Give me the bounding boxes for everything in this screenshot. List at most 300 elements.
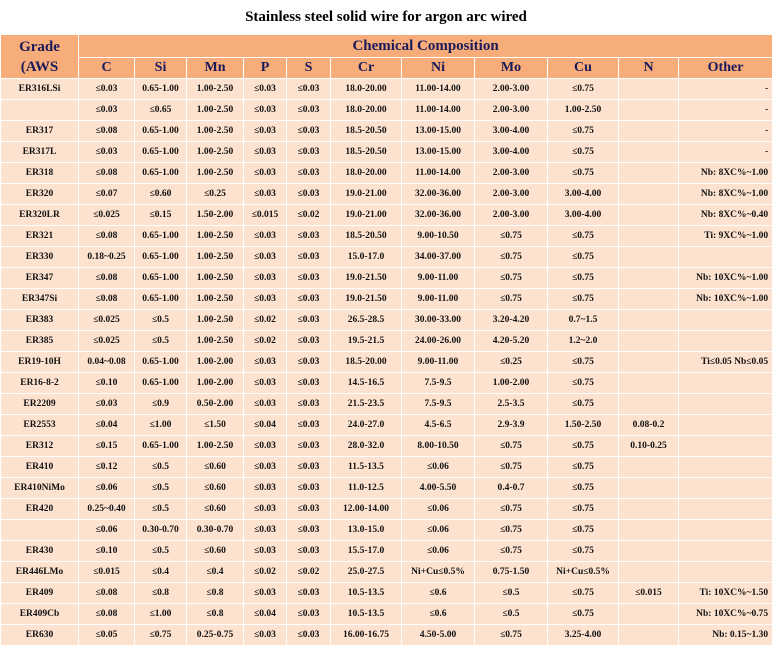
n-cell: ≤0.015 — [619, 583, 679, 604]
table-row — [1, 394, 772, 415]
p-cell: ≤0.02 — [244, 562, 287, 583]
element-header-si: Si — [135, 58, 187, 79]
cu-cell: 3.25-4.00 — [548, 625, 619, 646]
c-cell: ≤0.03 — [79, 394, 135, 415]
grade-cell — [1, 520, 79, 541]
mn-cell: 1.00-2.50 — [187, 163, 244, 184]
ni-cell: 32.00-36.00 — [402, 184, 475, 205]
mn-cell: ≤0.60 — [187, 541, 244, 562]
mn-cell: 1.00-2.50 — [187, 436, 244, 457]
p-cell: ≤0.03 — [244, 352, 287, 373]
p-cell: ≤0.03 — [244, 184, 287, 205]
cu-cell: ≤0.75 — [548, 499, 619, 520]
element-header-s: S — [287, 58, 331, 79]
s-cell: ≤0.03 — [287, 478, 331, 499]
c-cell: ≤0.08 — [79, 289, 135, 310]
mn-cell: ≤0.8 — [187, 583, 244, 604]
grade-cell: ER19-10H — [1, 352, 79, 373]
c-cell: ≤0.025 — [79, 331, 135, 352]
cr-cell: 11.0-12.5 — [331, 478, 402, 499]
p-cell: ≤0.02 — [244, 310, 287, 331]
ni-cell: 34.00-37.00 — [402, 247, 475, 268]
si-cell: ≤0.65 — [135, 100, 187, 121]
mo-cell: 4.20-5.20 — [475, 331, 548, 352]
mo-cell: 2.00-3.00 — [475, 163, 548, 184]
si-cell: 0.65-1.00 — [135, 373, 187, 394]
mn-cell: 0.25-0.75 — [187, 625, 244, 646]
s-cell: ≤0.03 — [287, 583, 331, 604]
c-cell: ≤0.06 — [79, 478, 135, 499]
p-cell: ≤0.02 — [244, 331, 287, 352]
cr-cell: 14.5-16.5 — [331, 373, 402, 394]
ni-cell: ≤0.6 — [402, 604, 475, 625]
c-cell: ≤0.05 — [79, 625, 135, 646]
cr-cell: 19.0-21.50 — [331, 268, 402, 289]
cr-cell: 19.0-21.00 — [331, 205, 402, 226]
si-cell: ≤0.5 — [135, 331, 187, 352]
c-cell: ≤0.08 — [79, 268, 135, 289]
p-cell: ≤0.03 — [244, 100, 287, 121]
mn-cell: ≤1.50 — [187, 415, 244, 436]
cr-cell: 13.0-15.0 — [331, 520, 402, 541]
mn-cell: ≤0.8 — [187, 604, 244, 625]
table-row — [1, 205, 772, 226]
ni-cell: ≤0.06 — [402, 520, 475, 541]
other-cell: Ti: 9XC%~1.00 — [679, 226, 772, 247]
grade-cell: ER385 — [1, 331, 79, 352]
ni-cell: 9.00-10.50 — [402, 226, 475, 247]
table-row — [1, 184, 772, 205]
p-cell: ≤0.03 — [244, 625, 287, 646]
n-cell: 0.10-0.25 — [619, 436, 679, 457]
c-cell: ≤0.08 — [79, 583, 135, 604]
mo-cell: ≤0.75 — [475, 625, 548, 646]
s-cell: ≤0.03 — [287, 163, 331, 184]
si-cell: 0.65-1.00 — [135, 289, 187, 310]
ni-cell: 4.50-5.00 — [402, 625, 475, 646]
element-header-c: C — [79, 58, 135, 79]
mo-cell: ≤0.75 — [475, 541, 548, 562]
mn-cell: 1.50-2.00 — [187, 205, 244, 226]
grade-cell: ER430 — [1, 541, 79, 562]
si-cell: ≤0.5 — [135, 499, 187, 520]
n-cell — [619, 352, 679, 373]
grade-cell: ER316LSi — [1, 79, 79, 100]
n-cell — [619, 394, 679, 415]
c-cell: ≤0.08 — [79, 163, 135, 184]
si-cell: 0.30-0.70 — [135, 520, 187, 541]
ni-cell: 8.00-10.50 — [402, 436, 475, 457]
p-cell: ≤0.03 — [244, 121, 287, 142]
grade-cell: ER330 — [1, 247, 79, 268]
other-cell — [679, 436, 772, 457]
c-cell: ≤0.025 — [79, 310, 135, 331]
p-cell: ≤0.03 — [244, 478, 287, 499]
s-cell: ≤0.03 — [287, 436, 331, 457]
mn-cell: 1.00-2.50 — [187, 331, 244, 352]
mo-cell: ≤0.75 — [475, 520, 548, 541]
s-cell: ≤0.03 — [287, 604, 331, 625]
s-cell: ≤0.03 — [287, 142, 331, 163]
n-cell — [619, 289, 679, 310]
table-row — [1, 226, 772, 247]
s-cell: ≤0.03 — [287, 121, 331, 142]
grade-cell: ER2553 — [1, 415, 79, 436]
s-cell: ≤0.03 — [287, 247, 331, 268]
n-cell — [619, 268, 679, 289]
mo-cell: ≤0.75 — [475, 268, 548, 289]
c-cell: ≤0.10 — [79, 541, 135, 562]
mn-cell: 1.00-2.00 — [187, 373, 244, 394]
si-cell: 0.65-1.00 — [135, 436, 187, 457]
ni-cell: 4.00-5.50 — [402, 478, 475, 499]
p-cell: ≤0.03 — [244, 541, 287, 562]
table-row — [1, 247, 772, 268]
mo-cell: ≤0.5 — [475, 604, 548, 625]
c-cell: ≤0.06 — [79, 520, 135, 541]
c-cell: ≤0.03 — [79, 142, 135, 163]
element-header-mn: Mn — [187, 58, 244, 79]
n-cell — [619, 541, 679, 562]
n-cell — [619, 604, 679, 625]
table-header — [1, 35, 772, 79]
cr-cell: 18.0-20.00 — [331, 79, 402, 100]
table-row — [1, 562, 772, 583]
grade-cell: ER320 — [1, 184, 79, 205]
other-cell: - — [679, 79, 772, 100]
composition-table — [0, 34, 772, 646]
table-row — [1, 520, 772, 541]
si-cell: 0.65-1.00 — [135, 121, 187, 142]
other-cell: Nb: 8XC%~1.00 — [679, 184, 772, 205]
si-cell: ≤0.8 — [135, 583, 187, 604]
table-row — [1, 436, 772, 457]
other-cell — [679, 520, 772, 541]
ni-cell: 30.00-33.00 — [402, 310, 475, 331]
element-header-other: Other — [679, 58, 772, 79]
n-cell — [619, 499, 679, 520]
ni-cell: ≤0.6 — [402, 583, 475, 604]
ni-cell: 9.00-11.00 — [402, 289, 475, 310]
n-cell — [619, 310, 679, 331]
grade-cell: ER320LR — [1, 205, 79, 226]
ni-cell: 11.00-14.00 — [402, 163, 475, 184]
mn-cell: 0.30-0.70 — [187, 520, 244, 541]
grade-cell: ER446LMo — [1, 562, 79, 583]
si-cell: 0.65-1.00 — [135, 163, 187, 184]
ni-cell: 11.00-14.00 — [402, 100, 475, 121]
other-cell — [679, 415, 772, 436]
other-cell — [679, 373, 772, 394]
c-cell: ≤0.08 — [79, 604, 135, 625]
p-cell: ≤0.03 — [244, 373, 287, 394]
other-cell — [679, 247, 772, 268]
cr-cell: 28.0-32.0 — [331, 436, 402, 457]
grade-cell: ER317L — [1, 142, 79, 163]
s-cell: ≤0.03 — [287, 520, 331, 541]
other-cell: Nb: 8XC%~1.00 — [679, 163, 772, 184]
mo-cell: 3.00-4.00 — [475, 121, 548, 142]
si-cell: 0.65-1.00 — [135, 79, 187, 100]
n-cell — [619, 373, 679, 394]
table-row — [1, 373, 772, 394]
si-cell: 0.65-1.00 — [135, 226, 187, 247]
other-cell — [679, 478, 772, 499]
ni-cell: ≤0.06 — [402, 457, 475, 478]
cr-cell: 19.0-21.00 — [331, 184, 402, 205]
p-cell: ≤0.04 — [244, 604, 287, 625]
c-cell: 0.04~0.08 — [79, 352, 135, 373]
ni-cell: 13.00-15.00 — [402, 142, 475, 163]
mo-cell: ≤0.75 — [475, 499, 548, 520]
table-row — [1, 625, 772, 646]
other-cell — [679, 394, 772, 415]
ni-cell: ≤0.06 — [402, 499, 475, 520]
ni-cell: 7.5-9.5 — [402, 373, 475, 394]
p-cell: ≤0.03 — [244, 436, 287, 457]
n-cell — [619, 184, 679, 205]
si-cell: 0.65-1.00 — [135, 247, 187, 268]
n-cell — [619, 331, 679, 352]
cr-cell: 19.0-21.50 — [331, 289, 402, 310]
c-cell: ≤0.03 — [79, 79, 135, 100]
table-row — [1, 583, 772, 604]
other-cell: Nb: 10XC%~1.00 — [679, 268, 772, 289]
grade-cell: ER312 — [1, 436, 79, 457]
s-cell: ≤0.03 — [287, 100, 331, 121]
grade-cell: ER409Cb — [1, 604, 79, 625]
mn-cell: 1.00-2.50 — [187, 121, 244, 142]
grade-cell: ER2209 — [1, 394, 79, 415]
cu-cell: ≤0.75 — [548, 394, 619, 415]
ni-cell: 32.00-36.00 — [402, 205, 475, 226]
cu-cell: 1.2~2.0 — [548, 331, 619, 352]
grade-cell: ER347 — [1, 268, 79, 289]
cu-cell: ≤0.75 — [548, 373, 619, 394]
mn-cell: ≤0.60 — [187, 478, 244, 499]
other-cell: Nb: 8XC%~0.40 — [679, 205, 772, 226]
cu-cell: ≤0.75 — [548, 142, 619, 163]
n-cell — [619, 478, 679, 499]
element-header-cr: Cr — [331, 58, 402, 79]
si-cell: 0.65-1.00 — [135, 352, 187, 373]
p-cell: ≤0.03 — [244, 457, 287, 478]
cr-cell: 18.5-20.00 — [331, 352, 402, 373]
s-cell: ≤0.03 — [287, 625, 331, 646]
cr-cell: 10.5-13.5 — [331, 583, 402, 604]
other-cell: - — [679, 121, 772, 142]
mo-cell: 2.00-3.00 — [475, 100, 548, 121]
cu-cell: ≤0.75 — [548, 289, 619, 310]
mn-cell: 1.00-2.50 — [187, 289, 244, 310]
grade-cell: ER383 — [1, 310, 79, 331]
c-cell: ≤0.07 — [79, 184, 135, 205]
mo-cell: ≤0.25 — [475, 352, 548, 373]
ni-cell: 9.00-11.00 — [402, 268, 475, 289]
cu-cell: ≤0.75 — [548, 583, 619, 604]
si-cell: ≤0.75 — [135, 625, 187, 646]
n-cell — [619, 247, 679, 268]
s-cell: ≤0.03 — [287, 457, 331, 478]
table-row — [1, 331, 772, 352]
n-cell — [619, 142, 679, 163]
cu-cell: ≤0.75 — [548, 79, 619, 100]
c-cell: ≤0.03 — [79, 100, 135, 121]
c-cell: ≤0.015 — [79, 562, 135, 583]
table-row — [1, 289, 772, 310]
cu-cell: 0.7~1.5 — [548, 310, 619, 331]
grade-cell: ER420 — [1, 499, 79, 520]
mo-cell: 3.20-4.20 — [475, 310, 548, 331]
other-cell: Ti≤0.05 Nb≤0.05 — [679, 352, 772, 373]
cu-cell: ≤0.75 — [548, 226, 619, 247]
table-title: Stainless steel solid wire for argon arc wired — [0, 0, 772, 34]
c-cell: 0.25~0.40 — [79, 499, 135, 520]
cr-cell: 10.5-13.5 — [331, 604, 402, 625]
mn-cell: ≤0.25 — [187, 184, 244, 205]
c-cell: ≤0.025 — [79, 205, 135, 226]
n-cell — [619, 79, 679, 100]
mo-cell: ≤0.75 — [475, 457, 548, 478]
other-cell: Nb: 10XC%~0.75 — [679, 604, 772, 625]
element-header-cu: Cu — [548, 58, 619, 79]
mo-cell: ≤0.75 — [475, 226, 548, 247]
s-cell: ≤0.03 — [287, 352, 331, 373]
cr-cell: 18.5-20.50 — [331, 121, 402, 142]
mo-cell: 3.00-4.00 — [475, 142, 548, 163]
s-cell: ≤0.03 — [287, 289, 331, 310]
c-cell: 0.18~0.25 — [79, 247, 135, 268]
table-row — [1, 79, 772, 100]
mo-cell: 2.00-3.00 — [475, 184, 548, 205]
table-row — [1, 142, 772, 163]
ni-cell: Ni+Cu≤0.5% — [402, 562, 475, 583]
si-cell: ≤0.5 — [135, 310, 187, 331]
p-cell: ≤0.04 — [244, 415, 287, 436]
s-cell: ≤0.02 — [287, 562, 331, 583]
mn-cell: ≤0.60 — [187, 499, 244, 520]
p-cell: ≤0.015 — [244, 205, 287, 226]
s-cell: ≤0.03 — [287, 79, 331, 100]
cr-cell: 18.0-20.00 — [331, 163, 402, 184]
n-cell — [619, 205, 679, 226]
grade-cell: ER410 — [1, 457, 79, 478]
c-cell: ≤0.15 — [79, 436, 135, 457]
p-cell: ≤0.03 — [244, 247, 287, 268]
mo-cell: 0.75-1.50 — [475, 562, 548, 583]
grade-cell: ER317 — [1, 121, 79, 142]
mn-cell: 1.00-2.50 — [187, 100, 244, 121]
cr-cell: 18.5-20.50 — [331, 142, 402, 163]
grade-cell: ER630 — [1, 625, 79, 646]
table-row — [1, 310, 772, 331]
other-cell — [679, 541, 772, 562]
other-cell: Nb: 0.15~1.30 — [679, 625, 772, 646]
mn-cell: 1.00-2.50 — [187, 142, 244, 163]
cr-cell: 24.0-27.0 — [331, 415, 402, 436]
grade-cell: ER347Si — [1, 289, 79, 310]
cu-cell: 3.00-4.00 — [548, 184, 619, 205]
cu-cell: ≤0.75 — [548, 436, 619, 457]
si-cell: ≤0.5 — [135, 478, 187, 499]
cr-cell: 15.5-17.0 — [331, 541, 402, 562]
mn-cell: 1.00-2.50 — [187, 310, 244, 331]
table-row — [1, 541, 772, 562]
other-cell — [679, 310, 772, 331]
s-cell: ≤0.03 — [287, 541, 331, 562]
grade-header: Grade (AWS — [1, 35, 79, 79]
n-cell — [619, 520, 679, 541]
other-cell: Nb: 10XC%~1.00 — [679, 289, 772, 310]
n-cell — [619, 100, 679, 121]
p-cell: ≤0.03 — [244, 520, 287, 541]
other-cell — [679, 562, 772, 583]
grade-cell: ER409 — [1, 583, 79, 604]
s-cell: ≤0.03 — [287, 415, 331, 436]
cu-cell: ≤0.75 — [548, 163, 619, 184]
n-cell — [619, 562, 679, 583]
ni-cell: 7.5-9.5 — [402, 394, 475, 415]
mo-cell: 0.4-0.7 — [475, 478, 548, 499]
other-cell — [679, 331, 772, 352]
si-cell: ≤0.4 — [135, 562, 187, 583]
s-cell: ≤0.03 — [287, 499, 331, 520]
grade-cell: ER410NiMo — [1, 478, 79, 499]
c-cell: ≤0.08 — [79, 226, 135, 247]
cu-cell: Ni+Cu≤0.5% — [548, 562, 619, 583]
table-row — [1, 121, 772, 142]
mn-cell: 1.00-2.50 — [187, 226, 244, 247]
element-header-ni: Ni — [402, 58, 475, 79]
p-cell: ≤0.03 — [244, 142, 287, 163]
c-cell: ≤0.04 — [79, 415, 135, 436]
table-row — [1, 352, 772, 373]
table-row — [1, 415, 772, 436]
grade-cell — [1, 100, 79, 121]
mn-cell: ≤0.60 — [187, 457, 244, 478]
ni-cell: 4.5-6.5 — [402, 415, 475, 436]
table-row — [1, 499, 772, 520]
n-cell: 0.08-0.2 — [619, 415, 679, 436]
element-header-n: N — [619, 58, 679, 79]
ni-cell: 24.00-26.00 — [402, 331, 475, 352]
cu-cell: ≤0.75 — [548, 121, 619, 142]
c-cell: ≤0.12 — [79, 457, 135, 478]
mn-cell: 1.00-2.50 — [187, 247, 244, 268]
n-cell — [619, 625, 679, 646]
p-cell: ≤0.03 — [244, 289, 287, 310]
mn-cell: 1.00-2.50 — [187, 79, 244, 100]
cu-cell: 1.00-2.50 — [548, 100, 619, 121]
cu-cell: 1.50-2.50 — [548, 415, 619, 436]
ni-cell: ≤0.06 — [402, 541, 475, 562]
s-cell: ≤0.03 — [287, 184, 331, 205]
table-row — [1, 100, 772, 121]
other-cell: - — [679, 100, 772, 121]
table-row — [1, 163, 772, 184]
p-cell: ≤0.03 — [244, 268, 287, 289]
s-cell: ≤0.03 — [287, 394, 331, 415]
chemical-composition-header: Chemical Composition — [79, 35, 772, 58]
mo-cell: ≤0.75 — [475, 289, 548, 310]
cr-cell: 25.0-27.5 — [331, 562, 402, 583]
other-cell: Ti: 10XC%~1.50 — [679, 583, 772, 604]
si-cell: 0.65-1.00 — [135, 268, 187, 289]
mo-cell: ≤0.75 — [475, 436, 548, 457]
cu-cell: 3.00-4.00 — [548, 205, 619, 226]
cr-cell: 19.5-21.5 — [331, 331, 402, 352]
si-cell: 0.65-1.00 — [135, 142, 187, 163]
